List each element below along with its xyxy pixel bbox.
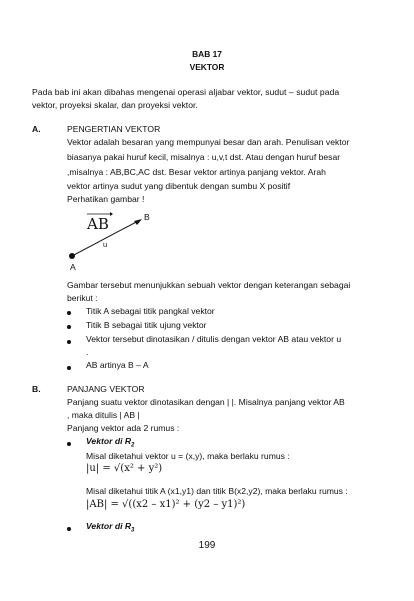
bullet-item-continuation: .	[86, 347, 89, 357]
bullet-dot	[67, 340, 71, 344]
bullet-dot	[67, 442, 71, 446]
r2-line-2: Misal diketahui titik A (x1,y1) dan titik B(x2,y2), maka berlaku rumus :	[86, 486, 348, 496]
vector-arrowhead	[134, 219, 142, 225]
section-a-para-3: ,misalnya : AB,BC,AC dst. Besar vektor artinya panjang vektor. Arah	[67, 167, 326, 177]
intro-line-2: vektor, proyeksi skalar, dan proyeksi vektor.	[32, 100, 198, 110]
bullet-dot	[67, 325, 71, 329]
bullet-item: Titik B sebagai titik ujung vektor	[86, 320, 207, 330]
r2-line-1: Misal diketahui vektor u = (x,y), maka berlaku rumus :	[86, 451, 290, 461]
intro-line-1: Pada bab ini akan dibahas mengenai operasi aljabar vektor, sudut – sudut pada	[32, 87, 340, 97]
figure-label-a: A	[70, 262, 76, 272]
bullet-item: Vektor tersebut dinotasikan / ditulis dengan vektor AB atau vektor u	[86, 334, 342, 344]
page-title: VEKTOR	[189, 62, 225, 72]
bullet-item: Titik A sebagai titik pangkal vektor	[86, 306, 215, 316]
section-b-line-3: Panjang vektor ada 2 rumus :	[67, 423, 180, 433]
r3-heading: Vektor di $R_3$	[86, 521, 135, 534]
bullet-dot	[67, 366, 71, 370]
chapter-label: BAB 17	[192, 49, 222, 59]
bullet-dot	[67, 311, 71, 315]
ab-overline-head	[110, 212, 113, 216]
point-a-dot	[69, 253, 75, 259]
section-a-para-2: biasanya pakai huruf kecil, misalnya : u,v,t dst. Atau dengan huruf besar	[67, 152, 341, 162]
section-a-heading: PENGERTIAN VEKTOR	[67, 124, 161, 134]
page-number: 199	[198, 540, 216, 551]
section-a-para-5: Perhatikan gambar !	[67, 194, 145, 204]
section-a-letter: A.	[32, 124, 41, 134]
r2-heading: Vektor di $R_2$	[86, 436, 135, 449]
bullet-item: AB artinya B – A	[86, 360, 149, 370]
section-b-heading: PANJANG VEKTOR	[67, 384, 145, 394]
figure-label-ab: AB	[87, 215, 109, 233]
r2-formula-2: |AB| = √((x2 – x1)² + (y2 – y1)²)	[86, 499, 246, 510]
r2-formula-1: |u| = √(x² + y²)	[86, 463, 163, 474]
section-a-para-4: vektor artinya sudut yang dibentuk dengan sumbu X positif	[67, 181, 291, 191]
section-b-line-1: Panjang suatu vektor dinotasikan dengan | |. Misalnya panjang vektor AB	[67, 397, 345, 407]
section-a-para2-1: Gambar tersebut menunjukkan sebuah vektor dengan keterangan sebagai	[67, 280, 351, 290]
section-a-para-1: Vektor adalah besaran yang mempunyai besar dan arah. Penulisan vektor	[67, 137, 350, 147]
section-a-para2-2: berikut :	[67, 293, 98, 303]
figure-label-u: u	[103, 240, 108, 249]
section-b-letter: B.	[32, 384, 41, 394]
bullet-dot	[67, 527, 71, 531]
figure-label-b: B	[144, 212, 150, 222]
section-b-line-2: , maka ditulis | AB |	[67, 410, 140, 420]
